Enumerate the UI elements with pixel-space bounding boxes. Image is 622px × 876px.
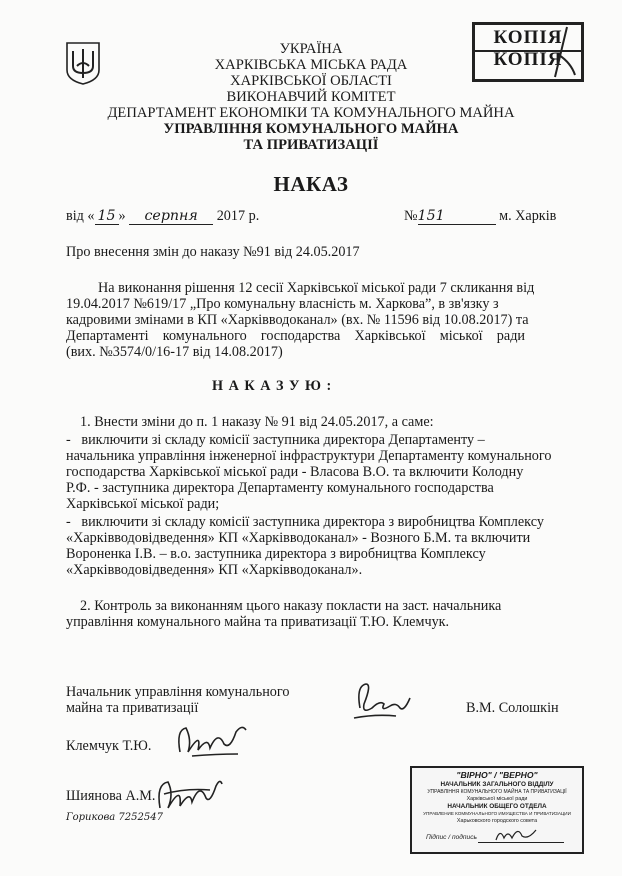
- stamp-line: НАЧАЛЬНИК ЗАГАЛЬНОГО ВІДДІЛУ: [440, 781, 554, 788]
- stamp-line: УПРАВЛІННЯ КОМУНАЛЬНОГО МАЙНА ТА ПРИВАТИЗАЦІЇ: [427, 789, 567, 795]
- number-value: 151: [418, 208, 496, 225]
- stamp-line: НАЧАЛЬНИК ОБЩЕГО ОТДЕЛА: [447, 803, 547, 810]
- item1-line: - виключити зі складу комісії заступника директора з виробництва Комплексу: [66, 514, 544, 530]
- signature-icon: [492, 824, 540, 844]
- subject: Про внесення змін до наказу №91 від 24.05.2017: [66, 244, 360, 260]
- copy-stamp-text: КОПІЯ: [493, 49, 563, 70]
- date-day: 15: [95, 208, 119, 225]
- item1-line: - виключити зі складу комісії заступника директора Департаменту –: [66, 432, 485, 448]
- item2-line: 2. Контроль за виконанням цього наказу покласти на заст. начальника: [80, 598, 502, 614]
- item1-line: «Харківводовідведення» КП «Харківводоканал» - Возного Б.М. та включити: [66, 530, 531, 546]
- copy-stamp-text: КОПІЯ: [493, 27, 563, 48]
- item1-line: начальника управління інженерної інфраструктури Департаменту комунального: [66, 448, 552, 464]
- signature-icon: [172, 720, 252, 760]
- date-line: [66, 208, 306, 228]
- item1-line: «Харківводовідведення» КП «Харківводоканал».: [66, 562, 363, 578]
- preamble-line: (вих. №3574/0/16-17 від 14.08.2017): [66, 344, 283, 360]
- signature-icon: [350, 678, 414, 722]
- order-word: Н А К А З У Ю :: [212, 378, 333, 394]
- item1-line: господарства Харківської міської ради - Власова В.О. та включити Колодну: [66, 464, 524, 480]
- item1-line: Харківської міської ради;: [66, 496, 220, 512]
- city: м. Харків: [499, 208, 557, 224]
- header-line: ДЕПАРТАМЕНТ ЕКОНОМІКИ ТА КОМУНАЛЬНОГО МАЙНА: [107, 105, 515, 121]
- preamble-line: Департаменті комунального господарства Харківської міської ради: [66, 328, 525, 344]
- header-line: УКРАЇНА: [279, 41, 343, 57]
- header-line: ВИКОНАВЧИЙ КОМІТЕТ: [226, 89, 396, 105]
- date-month: серпня: [129, 208, 213, 225]
- date-prefix: від «: [66, 208, 95, 224]
- header-line: ХАРКІВСЬКА МІСЬКА РАДА: [214, 57, 408, 73]
- stamp-sign-label: Підпис / подпись: [426, 834, 477, 841]
- approval-name: Шиянова А.М.: [66, 788, 156, 804]
- preamble-line: 19.04.2017 №619/17 „Про комунальну власність м. Харкова”, в зв'язку з: [66, 296, 499, 312]
- executor: Горикова 7252547: [66, 812, 163, 823]
- signature-icon: [150, 772, 226, 816]
- approval-name: Клемчук Т.Ю.: [66, 738, 152, 754]
- header-bold-line: УПРАВЛІННЯ КОМУНАЛЬНОГО МАЙНА: [163, 121, 459, 137]
- verification-stamp: [410, 766, 584, 854]
- item1-line: 1. Внести зміни до п. 1 наказу № 91 від 24.05.2017, а саме:: [80, 414, 434, 430]
- stamp-line: Харківської міської ради: [466, 796, 528, 802]
- item2-line: управління комунального майна та приватизації Т.Ю. Клемчук.: [66, 614, 450, 630]
- signatory-title: майна та приватизації: [66, 700, 199, 716]
- number-prefix: №: [404, 208, 418, 224]
- stamp-line: Харьковского городского совета: [456, 818, 538, 824]
- preamble-line: На виконання рішення 12 сесії Харківської міської ради 7 скликання від: [98, 280, 535, 296]
- item1-line: Р.Ф. - заступника директора Департаменту комунального господарства: [66, 480, 494, 496]
- signatory-title: Начальник управління комунального: [66, 684, 290, 700]
- stamp-line: "ВІРНО" / "ВЕРНО": [456, 770, 538, 780]
- order-number: [404, 208, 584, 228]
- page-title: НАКАЗ: [273, 172, 349, 196]
- stamp-line: УПРАВЛЕНИЕ КОММУНАЛЬНОГО ИМУЩЕСТВА И ПРИВАТИЗАЦИИ: [423, 811, 571, 816]
- item1-line: Вороненка І.В. – в.о. заступника директора з виробництва Комплексу: [66, 546, 486, 562]
- date-year: 2017 р.: [216, 208, 260, 224]
- header-bold-line: ТА ПРИВАТИЗАЦІЇ: [243, 137, 379, 153]
- header-line: ХАРКІВСЬКОЇ ОБЛАСТІ: [230, 73, 392, 89]
- copy-stamp-mark-icon: [475, 25, 581, 79]
- date-mid: »: [118, 208, 126, 224]
- copy-stamp: [472, 22, 584, 82]
- preamble-line: кадровими змінами в КП «Харківводоканал» (вх. № 11596 від 10.08.2017) та: [66, 312, 529, 328]
- signatory-name: В.М. Солошкін: [466, 700, 559, 716]
